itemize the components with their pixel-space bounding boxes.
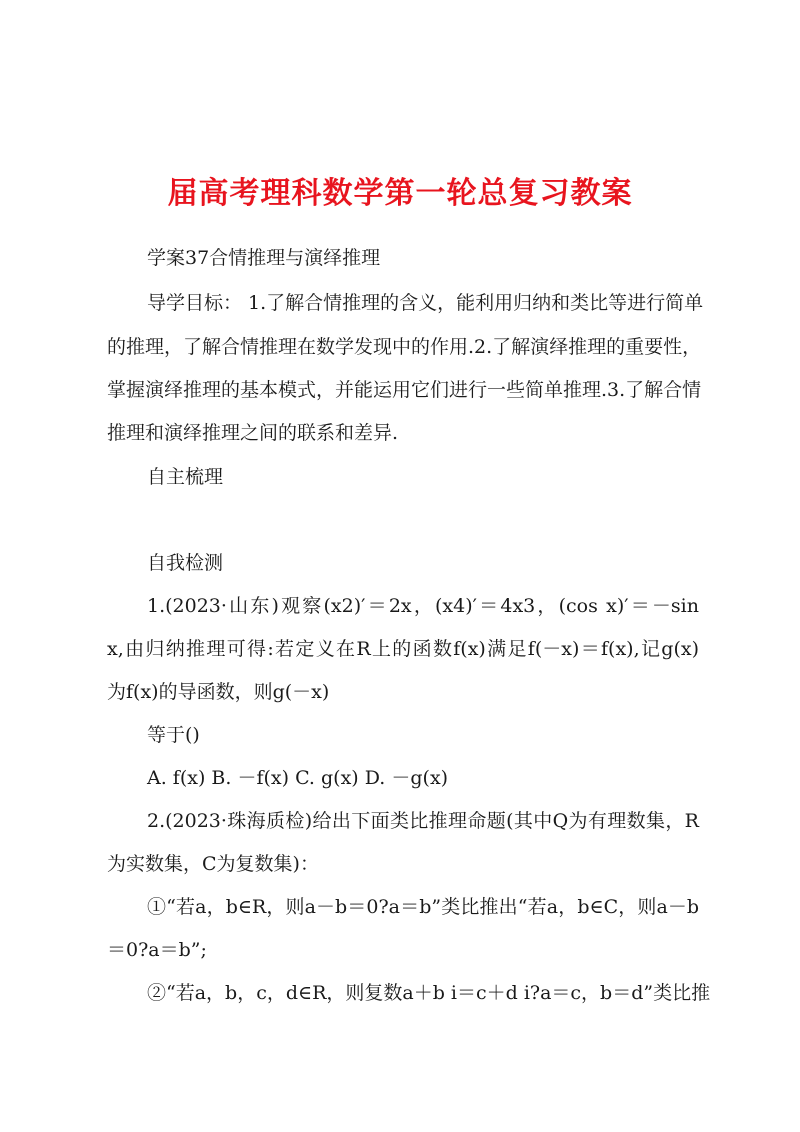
problem-line: 为f(x)的导函数，则g(－x) [107, 681, 330, 703]
paragraph-line: 的推理，了解合情推理在数学发现中的作用.2.了解演绎推理的重要性， [107, 336, 702, 358]
paragraph-line: 导学目标： 1.了解合情推理的含义，能利用归纳和类比等进行简单 [147, 292, 704, 314]
problem-line: 为实数集，C为复数集)： [107, 853, 319, 875]
paragraph-line: 推理和演绎推理之间的联系和差异. [107, 422, 399, 444]
problem-line: 1.(2023·山东)观察(x2)′＝2x，(x4)′＝4x3，(cos x)′＝－sin [147, 595, 699, 617]
document-title: 届高考理科数学第一轮总复习教案 [167, 176, 633, 211]
problem-line: ②“若a，b，c，d∈R，则复数a＋b i＝c＋d i?a＝c，b＝d”类比推 [147, 982, 711, 1004]
section-heading-self-check: 自我检测 [147, 552, 224, 574]
problem-line: 等于() [147, 724, 200, 746]
paragraph-line: 掌握演绎推理的基本模式，并能运用它们进行一些简单推理.3.了解合情 [107, 379, 702, 401]
problem-line: x,由归纳推理可得:若定义在R上的函数f(x)满足f(－x)＝f(x),记g(x) [107, 638, 699, 660]
problem-line: ①“若a，b∈R，则a－b＝0?a＝b”类比推出“若a，b∈C，则a－b [147, 896, 699, 918]
problem-line: 2.(2023·珠海质检)给出下面类比推理命题(其中Q为有理数集，R [147, 810, 699, 832]
section-heading-self-study: 自主梳理 [147, 466, 224, 488]
section-heading-lesson: 学案37合情推理与演绎推理 [147, 247, 381, 269]
problem-line: ＝0?a＝b”; [107, 939, 207, 961]
answer-choices: A. f(x) B. －f(x) C. g(x) D. －g(x) [147, 767, 449, 789]
